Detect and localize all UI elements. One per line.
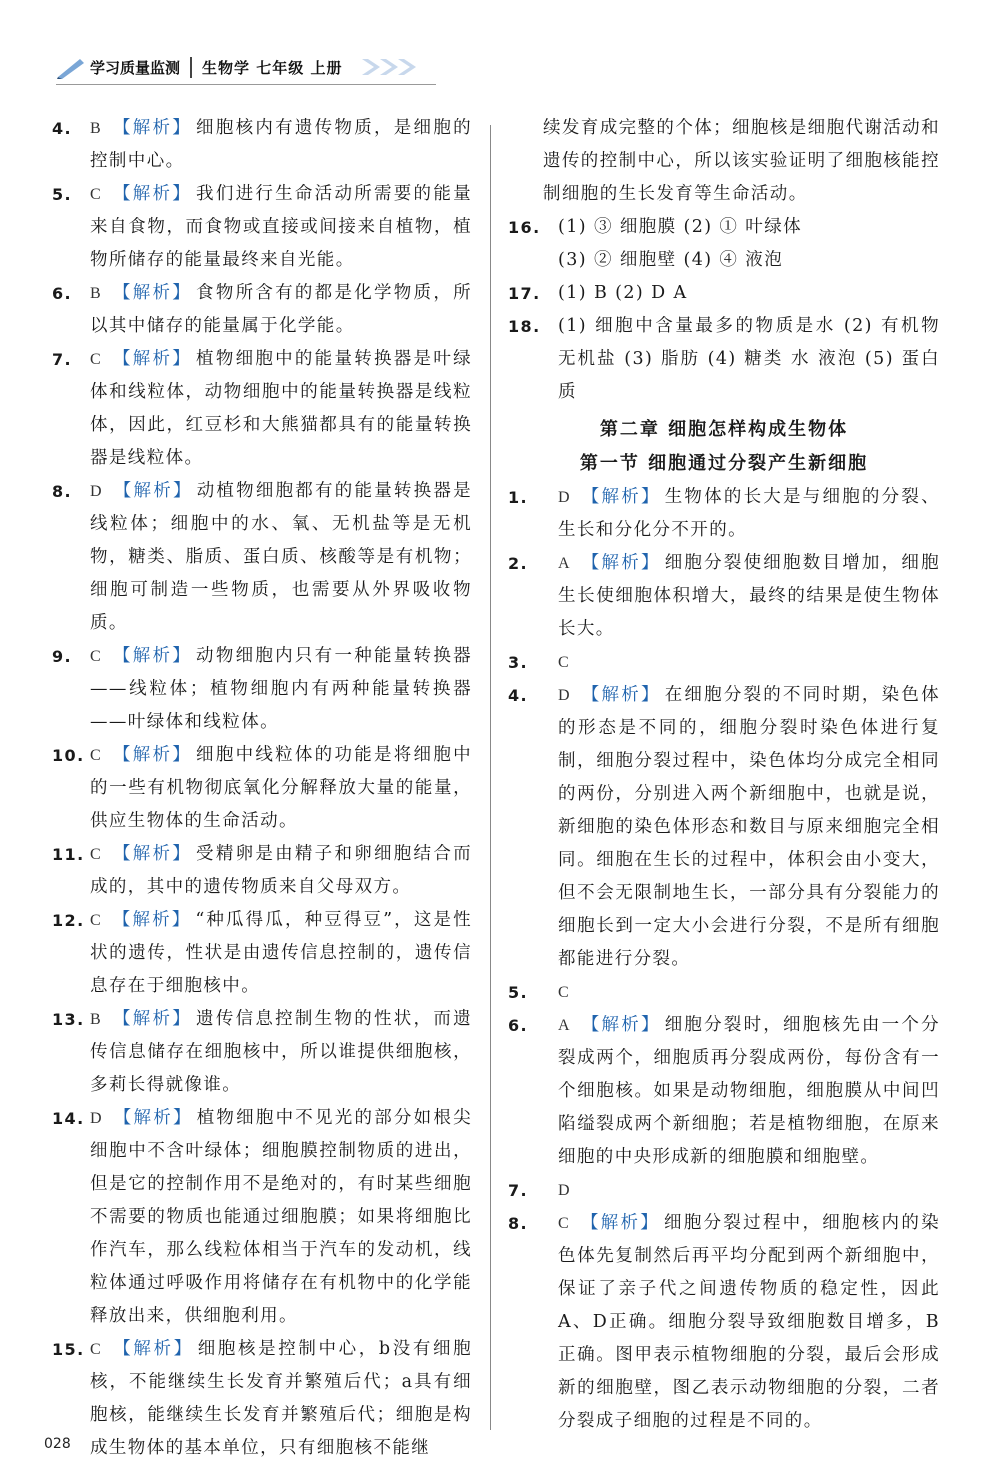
q18-text: (1) 细胞中含量最多的物质是水 (2) 有机物 无机盐 (3) 脂肪 (4) 糖类 水 液泡 (5) 蛋白质 bbox=[558, 316, 940, 402]
answer-item bbox=[508, 1207, 940, 1438]
item-number: 12. bbox=[52, 911, 85, 930]
analysis-text: 我们进行生命活动所需要的能量来自食物，而食物或直接或间接来自植物，植物所储存的能量最终来自光能。 bbox=[90, 184, 472, 270]
answer-item bbox=[508, 211, 940, 277]
answer-choice: C bbox=[90, 747, 103, 764]
answer-item bbox=[508, 481, 940, 547]
analysis-text: 动植物细胞都有的能量转换器是线粒体；细胞中的水、氧、无机盐等是无机物，糖类、脂质、蛋白质、核酸等是有机物；细胞可制造一些物质，也需要从外界吸收物质。 bbox=[90, 481, 472, 633]
answer-item bbox=[508, 646, 940, 679]
analysis-tag: 【解析】 bbox=[112, 349, 193, 369]
answer-item bbox=[40, 277, 472, 343]
analysis-tag: 【解析】 bbox=[112, 844, 193, 864]
answer-choice: C bbox=[90, 648, 103, 665]
item-number: 3. bbox=[508, 653, 529, 672]
analysis-text: 细胞核内有遗传物质，是细胞的控制中心。 bbox=[90, 118, 472, 171]
item-number: 4. bbox=[52, 119, 73, 138]
answer-choice: D bbox=[90, 483, 103, 500]
answer-choice: C bbox=[558, 1215, 571, 1232]
answer-choice: C bbox=[90, 912, 103, 929]
analysis-tag: 【解析】 bbox=[580, 1015, 661, 1035]
item-number: 13. bbox=[52, 1010, 85, 1029]
item-number: 7. bbox=[508, 1181, 529, 1200]
section-heading: 第一节 细胞通过分裂产生新细胞 bbox=[579, 453, 869, 474]
analysis-text: 生物体的长大是与细胞的分裂、生长和分化分不开的。 bbox=[558, 487, 940, 540]
analysis-tag: 【解析】 bbox=[112, 1009, 193, 1029]
answer-item bbox=[40, 343, 472, 475]
analysis-tag: 【解析】 bbox=[112, 481, 193, 501]
answer-item bbox=[508, 976, 940, 1009]
answer-choice: C bbox=[90, 1341, 103, 1358]
analysis-text: 动物细胞内只有一种能量转换器——线粒体；植物细胞内有两种能量转换器——叶绿体和线粒体。 bbox=[90, 646, 472, 732]
q16-line-2: (3) ② 细胞壁 (4) ④ 液泡 bbox=[558, 250, 784, 270]
analysis-text: 遗传信息控制生物的性状，而遗传信息储存在细胞核中，所以谁提供细胞核，多莉长得就像谁。 bbox=[90, 1009, 472, 1095]
item-number: 5. bbox=[52, 185, 73, 204]
q17-text: (1) B (2) D A bbox=[558, 283, 688, 303]
analysis-text: 植物细胞中不见光的部分如根尖细胞中不含叶绿体；细胞膜控制物质的进出，但是它的控制作用不是绝对的，有时某些细胞不需要的物质也能通过细胞膜；如果将细胞比作汽车，那么线粒体相当于汽车的发动机，线粒体通过呼吸作用将储存在有机物中的化学能释放出来，供细胞利用。 bbox=[90, 1108, 472, 1326]
answer-choice: C bbox=[90, 351, 103, 368]
analysis-tag: 【解析】 bbox=[112, 184, 193, 204]
analysis-tag: 【解析】 bbox=[112, 1108, 193, 1128]
analysis-tag: 【解析】 bbox=[580, 487, 661, 507]
answer-choice: C bbox=[558, 654, 571, 671]
item-number: 7. bbox=[52, 350, 73, 369]
right-column bbox=[508, 112, 940, 1438]
analysis-text: 受精卵是由精子和卵细胞结合而成的，其中的遗传物质来自父母双方。 bbox=[90, 844, 472, 897]
answer-item bbox=[40, 838, 472, 904]
answer-item bbox=[508, 679, 940, 976]
analysis-tag: 【解析】 bbox=[580, 1213, 661, 1233]
subject-label: 生物学 七年级 上册 bbox=[202, 58, 343, 77]
item-number: 16. bbox=[508, 218, 541, 237]
chapter-heading: 第二章 细胞怎样构成生物体 bbox=[599, 419, 849, 440]
analysis-tag: 【解析】 bbox=[112, 283, 193, 303]
analysis-tag: 【解析】 bbox=[112, 910, 192, 930]
analysis-text: 细胞分裂过程中，细胞核内的染色体先复制然后再平均分配到两个新细胞中，保证了亲子代之间遗传物质的稳定性，因此A、D正确。细胞分裂导致细胞数目增多，B正确。图甲表示植物细胞的分裂，最后会形成新的细胞壁，图乙表示动物细胞的分裂，二者分裂成子细胞的过程是不同的。 bbox=[558, 1213, 940, 1431]
item-number: 14. bbox=[52, 1109, 85, 1128]
answer-choice: C bbox=[558, 984, 571, 1001]
analysis-text: 细胞中线粒体的功能是将细胞中的一些有机物彻底氧化分解释放大量的能量，供应生物体的生命活动。 bbox=[90, 745, 472, 831]
column-divider bbox=[490, 125, 491, 1430]
analysis-tag: 【解析】 bbox=[580, 685, 661, 705]
page-header bbox=[56, 52, 418, 82]
answer-item bbox=[40, 112, 472, 178]
answer-choice: C bbox=[90, 846, 103, 863]
item-number: 6. bbox=[52, 284, 73, 303]
analysis-text: 食物所含有的都是化学物质，所以其中储存的能量属于化学能。 bbox=[90, 283, 472, 336]
answer-choice: B bbox=[90, 120, 103, 137]
answer-item bbox=[40, 904, 472, 1003]
item-number: 6. bbox=[508, 1016, 529, 1035]
analysis-text: 细胞分裂时，细胞核先由一个分裂成两个，细胞质再分裂成两份，每份含有一个细胞核。如果是动物细胞，细胞膜从中间凹陷缢裂成两个新细胞；若是植物细胞，在原来细胞的中央形成新的细胞膜和细胞壁。 bbox=[558, 1015, 940, 1167]
answer-choice: C bbox=[90, 186, 103, 203]
item-number: 9. bbox=[52, 647, 73, 666]
pen-icon bbox=[56, 55, 86, 79]
answer-choice: A bbox=[558, 555, 571, 572]
answer-choice: B bbox=[90, 285, 103, 302]
item-number: 17. bbox=[508, 284, 541, 303]
answer-item bbox=[508, 277, 940, 310]
item-number: 10. bbox=[52, 746, 85, 765]
answer-item bbox=[508, 1009, 940, 1174]
analysis-tag: 【解析】 bbox=[112, 1339, 194, 1359]
answer-item bbox=[40, 1003, 472, 1102]
answer-item bbox=[40, 475, 472, 640]
brand-title: 学习质量监测 bbox=[90, 57, 192, 78]
answer-choice: D bbox=[90, 1110, 103, 1127]
q16-line-1: (1) ③ 细胞膜 (2) ① 叶绿体 bbox=[558, 217, 802, 237]
answer-choice: D bbox=[558, 1182, 571, 1199]
answer-item bbox=[40, 178, 472, 277]
answer-item bbox=[508, 547, 940, 646]
item-number: 15. bbox=[52, 1340, 85, 1359]
chevrons-decoration-icon bbox=[360, 55, 418, 79]
analysis-text: “种瓜得瓜，种豆得豆”，这是性状的遗传，性状是由遗传信息控制的，遗传信息存在于细胞核中。 bbox=[90, 910, 472, 996]
analysis-text: 细胞分裂使细胞数目增加，细胞生长使细胞体积增大，最终的结果是使生物体长大。 bbox=[558, 553, 940, 639]
analysis-tag: 【解析】 bbox=[112, 745, 193, 765]
analysis-text: 植物细胞中的能量转换器是叶绿体和线粒体，动物细胞中的能量转换器是线粒体，因此，红豆杉和大熊猫都具有的能量转换器是线粒体。 bbox=[90, 349, 472, 468]
item-number: 5. bbox=[508, 983, 529, 1002]
continued-text: 续发育成完整的个体；细胞核是细胞代谢活动和遗传的控制中心，所以该实验证明了细胞核能控制细胞的生长发育等生命活动。 bbox=[543, 118, 940, 204]
answer-choice: B bbox=[90, 1011, 103, 1028]
answer-item bbox=[508, 310, 940, 409]
answer-item bbox=[40, 640, 472, 739]
left-column bbox=[40, 112, 472, 1465]
answer-item bbox=[508, 1174, 940, 1207]
analysis-tag: 【解析】 bbox=[580, 553, 661, 573]
item-number: 8. bbox=[52, 482, 73, 501]
item-number: 2. bbox=[508, 554, 529, 573]
header-rule bbox=[56, 84, 436, 85]
analysis-text: 在细胞分裂的不同时期，染色体的形态是不同的，细胞分裂时染色体进行复制，细胞分裂过程中，染色体均分成完全相同的两份，分别进入两个新细胞中，也就是说，新细胞的染色体形态和数目与原来细胞完全相同。细胞在生长的过程中，体积会由小变大，但不会无限制地生长，一部分具有分裂能力的细胞长到一定大小会进行分裂，不是所有细胞都能进行分裂。 bbox=[558, 685, 940, 969]
item-number: 11. bbox=[52, 845, 85, 864]
answer-item bbox=[40, 1333, 472, 1465]
item-number: 18. bbox=[508, 317, 541, 336]
answer-item bbox=[40, 739, 472, 838]
answer-choice: A bbox=[558, 1017, 571, 1034]
item-number: 8. bbox=[508, 1214, 529, 1233]
page-number: 028 bbox=[44, 1436, 71, 1452]
analysis-text: 细胞核是控制中心，b没有细胞核，不能继续生长发育并繁殖后代；a具有细胞核，能继续生长发育并繁殖后代；细胞是构成生物体的基本单位，只有细胞核不能继 bbox=[90, 1339, 472, 1458]
item-number: 4. bbox=[508, 686, 529, 705]
item-number: 1. bbox=[508, 488, 529, 507]
analysis-tag: 【解析】 bbox=[112, 646, 193, 666]
answer-item bbox=[40, 1102, 472, 1333]
answer-choice: D bbox=[558, 489, 571, 506]
answer-choice: D bbox=[558, 687, 571, 704]
analysis-tag: 【解析】 bbox=[112, 118, 193, 138]
